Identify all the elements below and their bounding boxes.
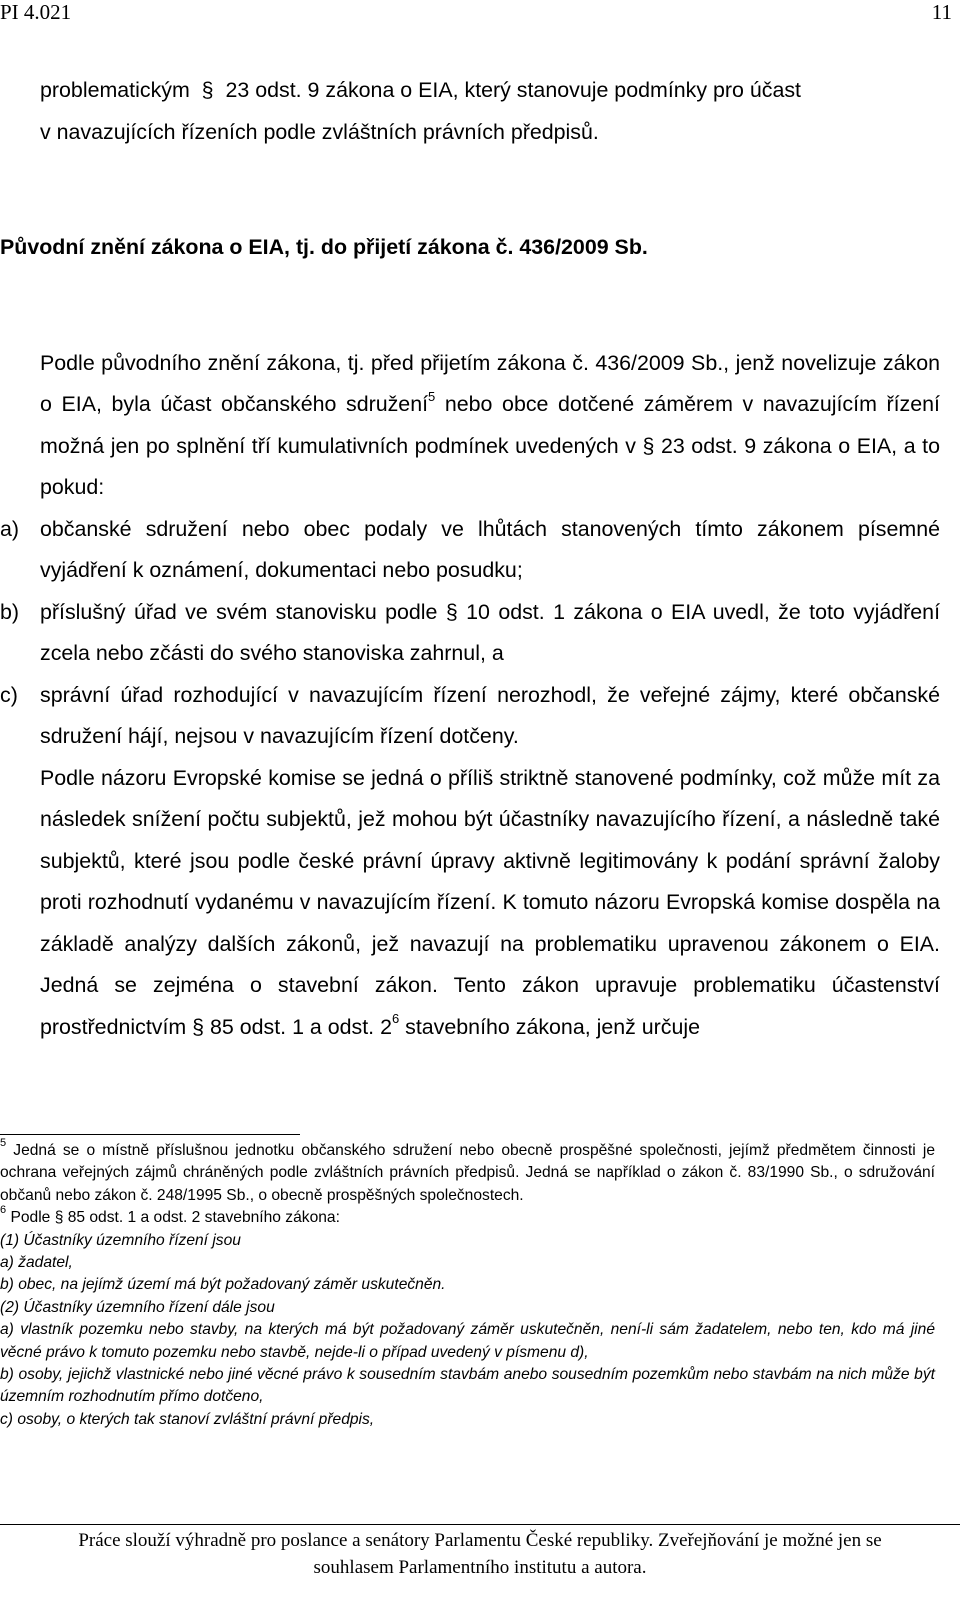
section-heading: Původní znění zákona o EIA, tj. do přijetí zákona č. 436/2009 Sb.	[0, 235, 648, 259]
section-sign-icon: §	[195, 78, 220, 102]
footnote-5	[0, 1136, 935, 1207]
section-sign-icon: §	[192, 1014, 211, 1039]
paragraph-2-text-b: 85 odst. 1 a odst. 2	[210, 1014, 392, 1039]
footnote-6-number: 6	[0, 1204, 7, 1217]
footnote-ref-6[interactable]: 6	[391, 1011, 400, 1027]
list-item-text: občanské sdružení nebo obec podaly ve lhůtách stanovených tímto zákonem písemné vyjádření k oznámení, dokumentaci nebo posudku;	[40, 516, 940, 582]
footnote-6-item-a: a) vlastník pozemku nebo stavby, na kterých má být požadovaný záměr uskutečněn, není-li sám žadatelem, nebo ten, kdo má jiné věcné právo k tomuto pozemku nebo stavbě, nejde-li o případ uvedený v písmenu d),	[0, 1321, 935, 1361]
paragraph-2-text-c: stavebního zákona, jenž určuje	[399, 1014, 701, 1039]
footnote-6-line: (1) Účastníky územního řízení jsou	[0, 1231, 241, 1249]
section-sign-icon: §	[642, 433, 661, 458]
intro-text-b: 23 odst. 9 zákona o EIA, který stanovuje podmínky pro účast	[225, 78, 801, 102]
list-item-c	[0, 675, 940, 758]
page-footer	[0, 1527, 960, 1581]
footnote-6-text-a: Podle	[10, 1209, 55, 1227]
page-number: 11	[931, 0, 952, 24]
footer-divider	[0, 1524, 960, 1525]
footnote-6	[0, 1204, 935, 1229]
section-sign-icon: §	[445, 599, 467, 624]
footnote-5-text: Jedná se o místně příslušnou jednotku občanského sdružení nebo obecně prospěšné společnosti, jejímž předmětem činnosti je ochrana veřejných zájmů chráněných podle zvláštních právních předpisů. Jedná se například o zákon č. 83/1990 Sb., o sdružování občanů nebo zákon č. 248/1995 Sb., o obecně prospěšných společnostech.	[0, 1142, 935, 1204]
list-label: a)	[0, 516, 20, 541]
footnote-6-line: (2) Účastníky územního řízení dále jsou	[0, 1298, 275, 1316]
paragraph-1-text-c: 23 odst. 9 zákona o EIA, a to pokud:	[40, 433, 940, 499]
footer-line-2: souhlasem Parlamentního institutu a autora.	[313, 1557, 647, 1578]
list-item-a	[0, 509, 940, 592]
footnotes	[0, 1136, 935, 1431]
intro-text-a: problematickým	[40, 78, 190, 102]
footnote-5-number: 5	[0, 1136, 7, 1149]
footnote-6-item-c: c) osoby, o kterých tak stanoví zvláštní právní předpis,	[0, 1410, 375, 1428]
list-item-b	[0, 592, 940, 675]
footnote-6-line: b) obec, na jejímž území má být požadovaný záměr uskutečněn.	[0, 1276, 446, 1294]
footnote-ref-5[interactable]: 5	[428, 388, 436, 404]
paragraph-1	[0, 343, 940, 509]
list-item-text-b: 10 odst. 1 zákona o EIA uvedl, že toto vyjádření zcela nebo zčásti do svého stanoviska zahrnul, a	[40, 599, 941, 665]
list-item-text: správní úřad rozhodující v navazujícím řízení nerozhodl, že veřejné zájmy, které občanské sdružení hájí, nejsou v navazujícím řízení dotčeny.	[40, 682, 940, 748]
list-label: c)	[0, 682, 18, 707]
footer-line-1: Práce slouží výhradně pro poslance a senátory Parlamentu České republiky. Zveřejňování je možné jen se	[78, 1530, 882, 1551]
intro-line-1	[0, 70, 940, 112]
list-label: b)	[0, 599, 20, 624]
main-text	[0, 70, 940, 1048]
footnote-6-text-b: 85 odst. 1 a odst. 2 stavebního zákona:	[67, 1209, 340, 1227]
paragraph-2	[0, 758, 940, 1049]
paragraph-2-text-a: Podle názoru Evropské komise se jedná o příliš striktně stanovené podmínky, což může mít za následek snížení počtu subjektů, jež mohou být účastníky navazujícího řízení, a následně také subjektů, které jsou podle české právní úpravy aktivně legitimovány k podání správní žaloby proti rozhodnutí vydanému v navazujícím řízení. K tomuto názoru Evropská komise dospěla na základě analýzy dalších zákonů, jež navazují na problematiku upravenou zákonem o EIA. Jedná se zejména o stavební zákon. Tento zákon upravuje problematiku účastenství prostřednictvím	[40, 765, 940, 1039]
intro-line-2: v navazujících řízeních podle zvláštních právních předpisů.	[40, 119, 599, 144]
footnote-6-item-b: b) osoby, jejichž vlastnické nebo jiné věcné právo k sousedním stavbám anebo sousedním pozemkům nebo stavbám na nich může být územním rozhodnutím přímo dotčeno,	[0, 1366, 935, 1406]
section-sign-icon: §	[54, 1209, 68, 1227]
footnote-6-line: a) žadatel,	[0, 1254, 73, 1272]
paragraph-1-text-a: Podle původního znění zákona, tj. před přijetím zákona č. 436/2009 Sb., jenž novelizuje zákon o EIA, byla účast občanského sdružení	[40, 350, 940, 416]
list-item-text-a: příslušný úřad ve svém stanovisku podle	[40, 599, 446, 624]
footnote-divider	[0, 1134, 300, 1135]
paragraph-1-text-b: nebo obce dotčené záměrem v navazujícím řízení možná jen po splnění tří kumulativních podmínek uvedených v	[40, 392, 940, 458]
document-id: PI 4.021	[0, 0, 72, 24]
